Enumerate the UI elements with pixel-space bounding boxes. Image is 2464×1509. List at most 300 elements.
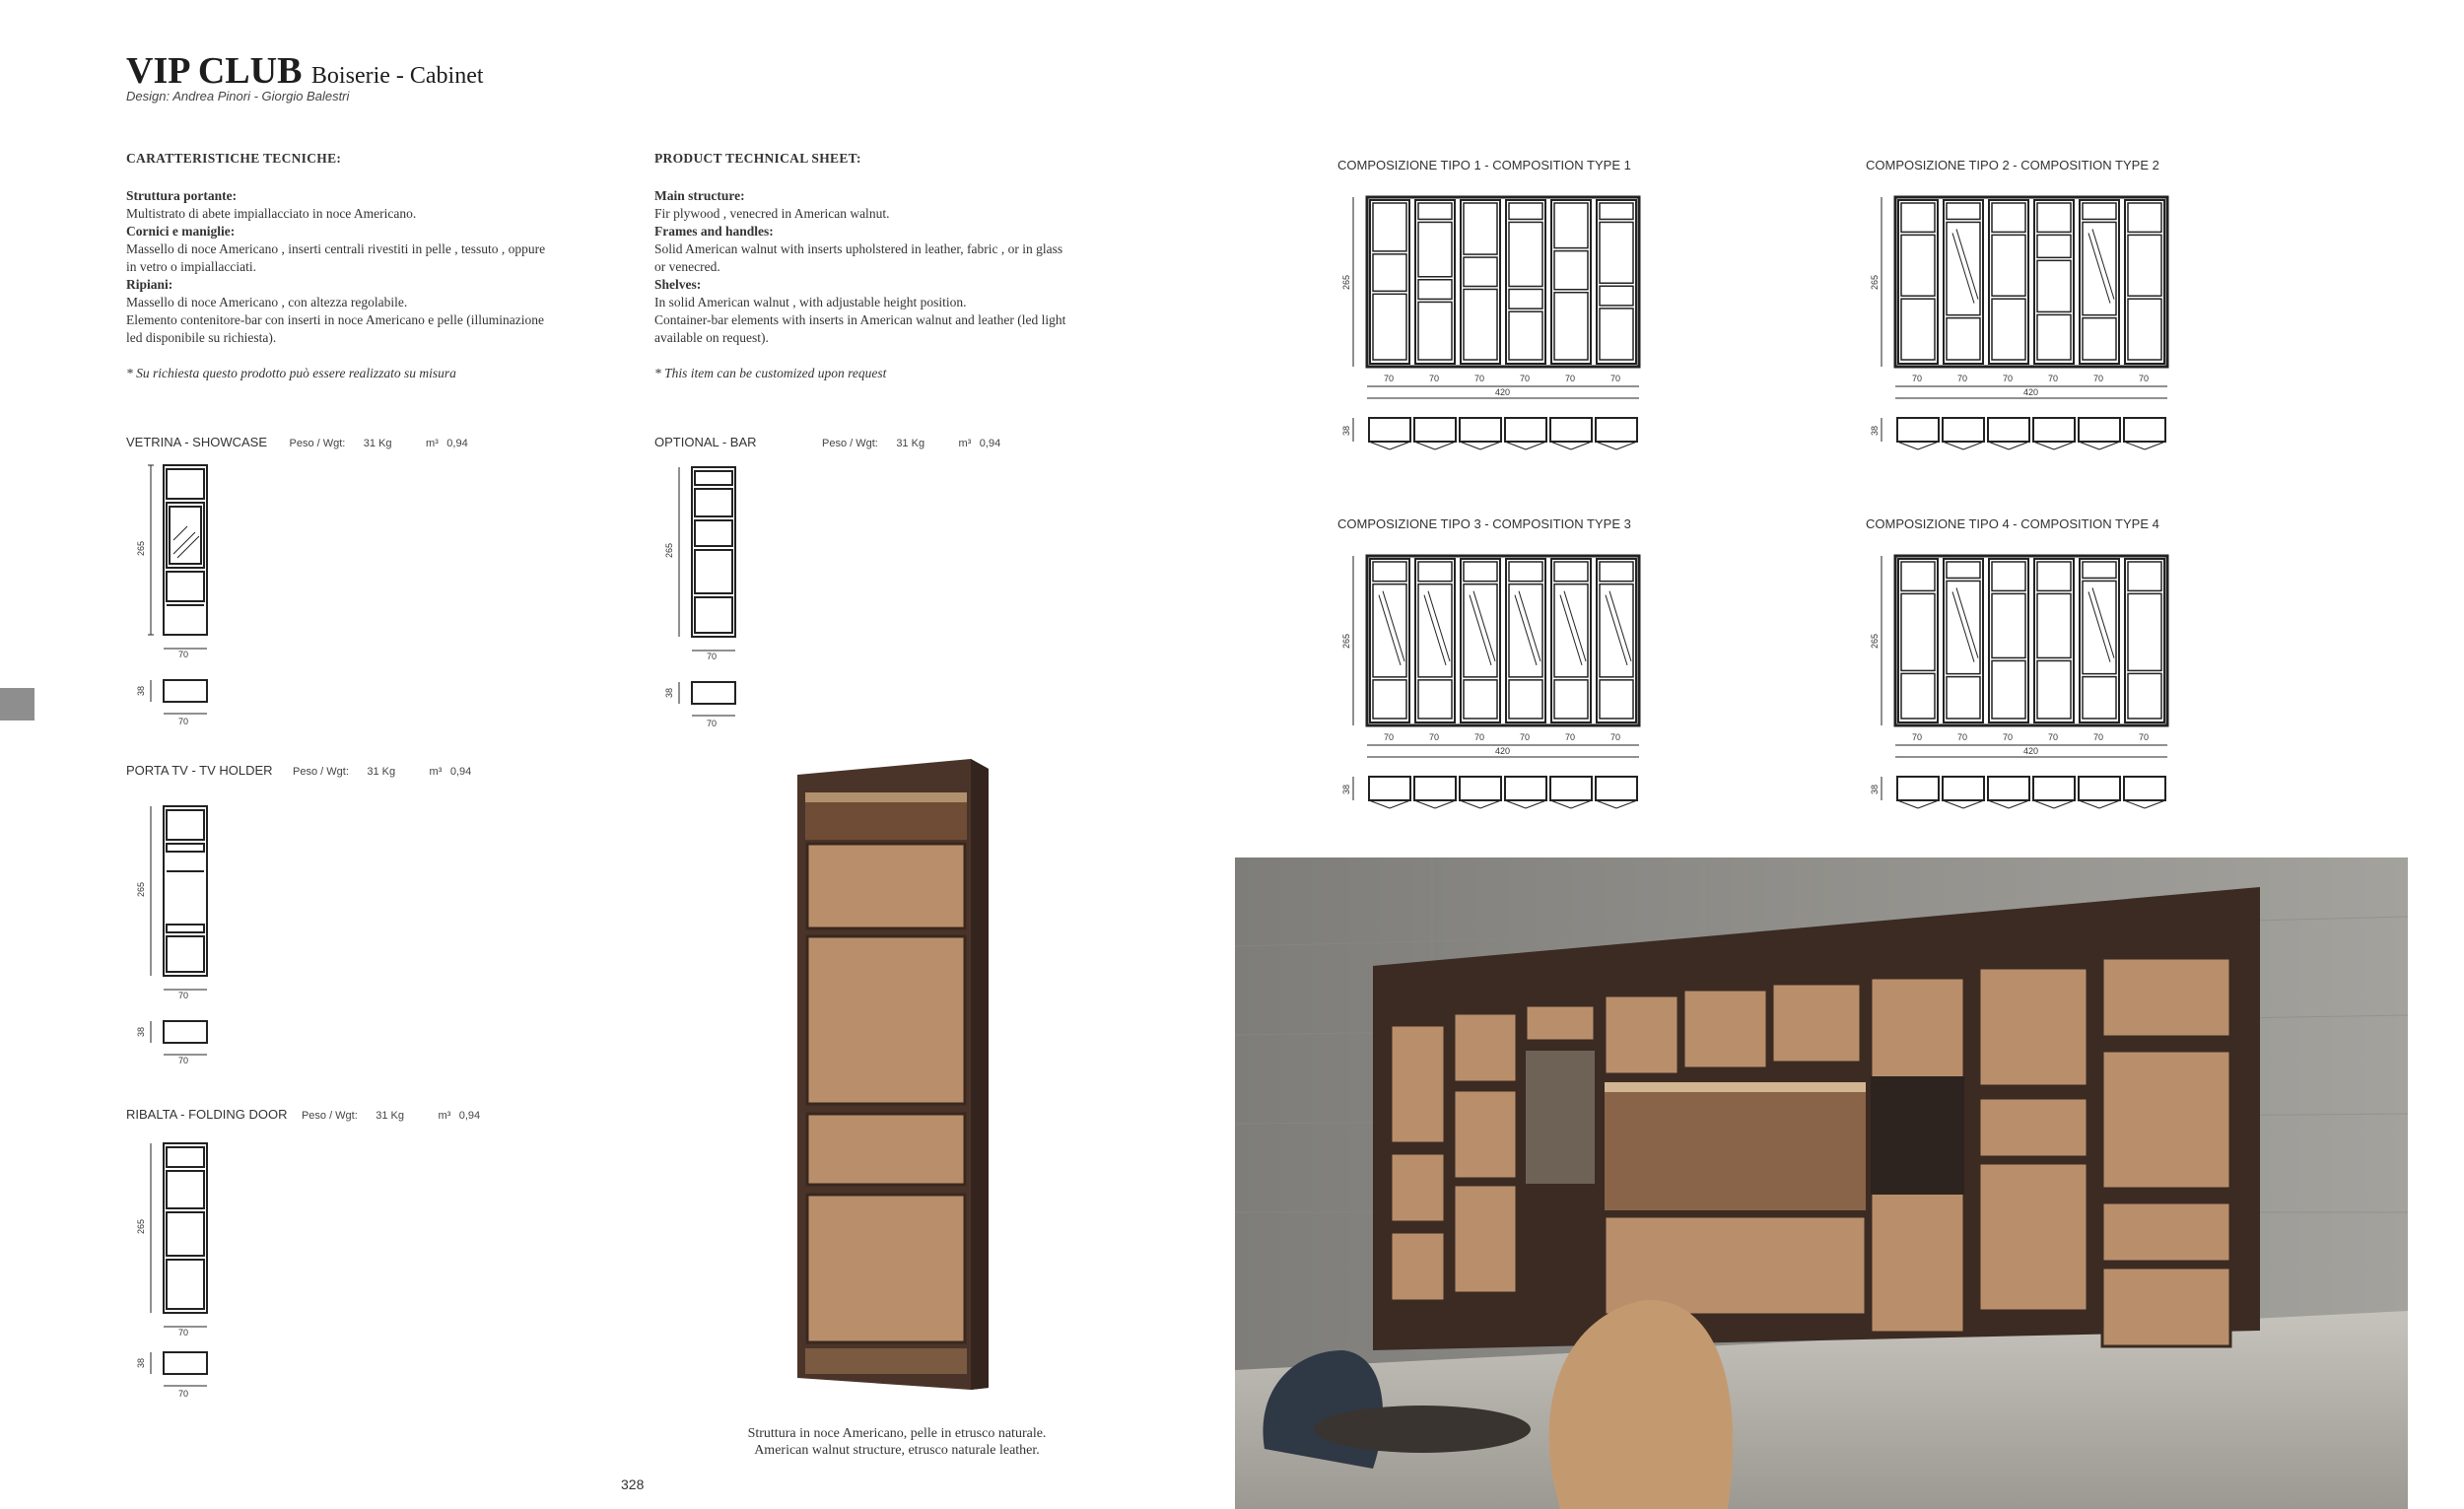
plan-module	[1988, 777, 2029, 800]
column-frame	[1415, 559, 1455, 722]
glass-mark	[1609, 591, 1631, 661]
height-dim: 265	[136, 540, 146, 556]
product-name: VIP CLUB	[126, 50, 303, 92]
door-panel	[1509, 562, 1542, 582]
door-swing	[1480, 800, 1501, 808]
door-swing	[1918, 800, 1939, 808]
glass-mark	[2088, 233, 2110, 303]
spec-text: or venecred.	[654, 259, 720, 274]
column-frame	[2034, 200, 2074, 364]
door-panel	[2037, 562, 2071, 590]
plan-module	[1988, 418, 2029, 442]
door-panel	[1373, 562, 1406, 582]
door-swing	[1943, 442, 1963, 449]
door-panel	[1418, 280, 1452, 300]
composition-outline	[1367, 556, 1639, 725]
glass-mark	[2088, 591, 2110, 661]
glass-mark	[1473, 591, 1495, 661]
column-frame	[1944, 559, 1983, 722]
column-frame	[1551, 200, 1591, 364]
door-panel	[2037, 203, 2071, 232]
door-panel	[2128, 593, 2161, 670]
door-panel	[1464, 680, 1497, 719]
spec-label: Cornici e maniglie:	[126, 224, 236, 239]
door-panel	[2128, 673, 2161, 719]
spec-text: available on request).	[654, 330, 769, 345]
door-swing	[1414, 442, 1435, 449]
composition-title: COMPOSIZIONE TIPO 4 - COMPOSITION TYPE 4	[1866, 516, 2159, 531]
glass-mark	[1560, 595, 1582, 665]
glass-mark	[2092, 587, 2114, 657]
unit-width-dim: 70	[2048, 732, 2059, 742]
spec-text: Multistrato di abete impiallacciato in noce Americano.	[126, 206, 417, 221]
door-panel	[2128, 562, 2161, 590]
weight-label: Peso / Wgt:	[822, 438, 878, 449]
height-dim: 265	[1870, 274, 1880, 290]
plan-module	[2033, 777, 2075, 800]
door-swing	[1390, 442, 1410, 449]
door-swing	[1435, 800, 1456, 808]
glass-mark	[2092, 229, 2114, 299]
column-frame	[2034, 559, 2074, 722]
door-panel	[1418, 222, 1452, 276]
spec-label: Struttura portante:	[126, 188, 238, 203]
spec-english	[654, 150, 1157, 382]
door-panel	[2037, 593, 2071, 657]
bar-drawing	[654, 455, 812, 731]
composition-outline	[1367, 197, 1639, 367]
door-swing	[1963, 800, 1984, 808]
unit-width-dim: 70	[1565, 732, 1576, 742]
glass-mark	[1606, 595, 1627, 665]
door-swing	[1505, 800, 1526, 808]
plan-module	[1505, 777, 1546, 800]
unit-width-dim: 70	[1610, 374, 1621, 383]
volume-value: 0,94	[979, 438, 1001, 449]
door-panel	[1600, 203, 1633, 219]
module-name: VETRINA - SHOWCASE	[126, 435, 268, 449]
caption-line: American walnut structure, etrusco naturale leather.	[754, 1443, 1040, 1458]
column-frame	[1989, 559, 2028, 722]
unit-width-dim: 70	[1474, 374, 1485, 383]
module-header-showcase	[126, 434, 468, 451]
column-frame	[1461, 559, 1500, 722]
glass-mark	[1564, 591, 1586, 661]
door-swing	[2099, 442, 2120, 449]
unit-width-dim: 70	[2139, 374, 2150, 383]
spec-label: Frames and handles:	[654, 224, 774, 239]
spec-text: Massello di noce Americano , inserti centrali rivestiti in pelle , tessuto , oppure	[126, 241, 546, 256]
plan-module	[1943, 418, 1984, 442]
unit-width-dim: 70	[1520, 732, 1531, 742]
total-width-dim: 420	[1495, 746, 1511, 756]
door-panel	[1464, 203, 1497, 254]
door-panel	[1418, 562, 1452, 582]
width-dim: 70	[178, 717, 189, 726]
column-frame	[1370, 559, 1409, 722]
door-panel	[1600, 562, 1633, 582]
glass-mark	[1379, 595, 1401, 665]
door-panel	[1600, 222, 1633, 283]
width-dim: 70	[707, 719, 718, 728]
composition-4-drawing	[1866, 546, 2191, 812]
tv-holder-drawing	[126, 789, 284, 1064]
door-swing	[2009, 442, 2029, 449]
column-frame	[1415, 200, 1455, 364]
unit-width-dim: 70	[1429, 374, 1440, 383]
door-panel	[1947, 677, 1980, 719]
glass-mark	[1956, 229, 1978, 299]
door-panel	[2037, 660, 2071, 719]
door-swing	[1550, 442, 1571, 449]
volume-label: m³	[438, 1110, 451, 1122]
glass-mark	[1470, 595, 1491, 665]
door-swing	[1369, 800, 1390, 808]
door-panel	[1992, 235, 2025, 296]
column-frame	[1370, 200, 1409, 364]
plan-module	[2033, 418, 2075, 442]
weight-value: 31 Kg	[376, 1110, 404, 1122]
composition-3-drawing	[1337, 546, 1663, 812]
plan-module	[1460, 418, 1501, 442]
door-swing	[1988, 442, 2009, 449]
depth-dim: 38	[136, 1357, 146, 1368]
interior-photo	[1235, 857, 2408, 1509]
door-panel	[1992, 562, 2025, 590]
door-swing	[1616, 442, 1637, 449]
door-panel	[1509, 311, 1542, 360]
door-panel	[1554, 251, 1588, 290]
spec-note: * This item can be customized upon request	[654, 366, 887, 380]
glass-mark	[1956, 587, 1978, 657]
door-panel	[1373, 680, 1406, 719]
volume-label: m³	[426, 438, 439, 449]
spec-label: Shelves:	[654, 277, 702, 292]
depth-dim: 38	[1870, 425, 1880, 436]
door-panel	[1947, 562, 1980, 578]
plan-module	[2079, 418, 2120, 442]
door-swing	[2054, 442, 2075, 449]
door-panel	[1901, 235, 1935, 296]
door-swing	[2145, 442, 2165, 449]
volume-value: 0,94	[449, 766, 472, 778]
module-name: OPTIONAL - BAR	[654, 435, 757, 449]
glass-mark	[1952, 233, 1974, 303]
height-dim: 265	[136, 1218, 146, 1234]
unit-width-dim: 70	[1474, 732, 1485, 742]
module-header-tv-holder	[126, 762, 471, 780]
plan-module	[1369, 777, 1410, 800]
door-swing	[1505, 442, 1526, 449]
spec-text: In solid American walnut , with adjustable height position.	[654, 295, 967, 309]
door-swing	[1897, 800, 1918, 808]
plan-module	[2124, 418, 2165, 442]
module-name: PORTA TV - TV HOLDER	[126, 763, 273, 778]
unit-width-dim: 70	[1429, 732, 1440, 742]
width-dim: 70	[178, 1056, 189, 1064]
door-swing	[1460, 442, 1480, 449]
door-swing	[1616, 800, 1637, 808]
unit-width-dim: 70	[1384, 374, 1395, 383]
width-dim: 70	[178, 991, 189, 1000]
door-swing	[1414, 800, 1435, 808]
composition-title: COMPOSIZIONE TIPO 3 - COMPOSITION TYPE 3	[1337, 516, 1631, 531]
column-frame	[1989, 200, 2028, 364]
plan-module	[1943, 777, 1984, 800]
designer-credit: Design: Andrea Pinori - Giorgio Balestri	[126, 89, 350, 103]
spec-italian	[126, 150, 629, 382]
plan-module	[2079, 777, 2120, 800]
door-panel	[1992, 203, 2025, 232]
door-panel	[1600, 309, 1633, 360]
door-panel	[1901, 593, 1935, 670]
door-swing	[1435, 442, 1456, 449]
door-panel	[1464, 257, 1497, 286]
door-panel	[2128, 299, 2161, 360]
door-swing	[2145, 800, 2165, 808]
module-header-bar	[654, 434, 1000, 451]
door-panel	[2083, 318, 2116, 360]
volume-label: m³	[958, 438, 972, 449]
door-swing	[1369, 442, 1390, 449]
column-frame	[1461, 200, 1500, 364]
door-panel	[1992, 299, 2025, 360]
depth-dim: 38	[664, 687, 674, 698]
spec-heading: CARATTERISTICHE TECNICHE:	[126, 151, 342, 166]
door-swing	[1460, 800, 1480, 808]
column-frame	[1506, 200, 1545, 364]
module-header-folding-door	[126, 1106, 480, 1124]
spec-text: Massello di noce Americano , con altezza regolabile.	[126, 295, 408, 309]
unit-width-dim: 70	[2003, 374, 2014, 383]
unit-width-dim: 70	[2093, 732, 2104, 742]
height-dim: 265	[1870, 633, 1880, 649]
glass-mark	[1428, 591, 1450, 661]
weight-value: 31 Kg	[363, 438, 392, 449]
door-swing	[1988, 800, 2009, 808]
door-swing	[1918, 442, 1939, 449]
plan-module	[1550, 418, 1592, 442]
column-frame	[1898, 200, 1938, 364]
unit-width-dim: 70	[1957, 732, 1968, 742]
door-swing	[2054, 800, 2075, 808]
door-swing	[2099, 800, 2120, 808]
door-panel	[1373, 294, 1406, 360]
depth-dim: 38	[136, 1026, 146, 1037]
door-swing	[1596, 800, 1616, 808]
door-swing	[2009, 800, 2029, 808]
door-panel	[2037, 260, 2071, 311]
height-dim: 265	[1341, 633, 1351, 649]
folding-door-drawing	[126, 1132, 284, 1407]
plan-module	[1460, 777, 1501, 800]
weight-value: 31 Kg	[367, 766, 396, 778]
door-swing	[1571, 800, 1592, 808]
glass-mark	[1519, 591, 1540, 661]
unit-width-dim: 70	[1384, 732, 1395, 742]
weight-label: Peso / Wgt:	[293, 766, 349, 778]
height-dim: 265	[664, 542, 674, 558]
column-frame	[1551, 559, 1591, 722]
spec-text: Container-bar elements with inserts in American walnut and leather (led light	[654, 312, 1066, 327]
door-panel	[1992, 660, 2025, 719]
height-dim: 265	[1341, 274, 1351, 290]
cabinet-photo	[793, 757, 991, 1393]
column-frame	[1506, 559, 1545, 722]
unit-width-dim: 70	[1610, 732, 1621, 742]
door-panel	[2037, 235, 2071, 257]
door-panel	[2128, 203, 2161, 232]
column-frame	[2080, 559, 2119, 722]
spec-text: Fir plywood , venecred in American walnut.	[654, 206, 890, 221]
column-frame	[2125, 200, 2164, 364]
total-width-dim: 420	[2023, 387, 2039, 397]
door-swing	[1550, 800, 1571, 808]
door-panel	[1901, 203, 1935, 232]
spec-note: * Su richiesta questo prodotto può essere realizzato su misura	[126, 366, 456, 380]
door-panel	[1947, 318, 1980, 360]
door-panel	[1901, 299, 1935, 360]
glass-mark	[1424, 595, 1446, 665]
door-panel	[1554, 293, 1588, 360]
composition-title: COMPOSIZIONE TIPO 2 - COMPOSITION TYPE 2	[1866, 158, 2159, 172]
depth-dim: 38	[1341, 425, 1351, 436]
door-panel	[1554, 680, 1588, 719]
volume-value: 0,94	[458, 1110, 481, 1122]
weight-label: Peso / Wgt:	[289, 438, 346, 449]
volume-value: 0,94	[446, 438, 468, 449]
unit-width-dim: 70	[1957, 374, 1968, 383]
composition-2-drawing	[1866, 187, 2191, 453]
spec-text: Solid American walnut with inserts upholstered in leather, fabric , or in glass	[654, 241, 1063, 256]
door-swing	[2124, 442, 2145, 449]
door-panel	[1509, 203, 1542, 219]
caption-line: Struttura in noce Americano, pelle in etrusco naturale.	[747, 1426, 1047, 1441]
door-panel	[1554, 203, 1588, 248]
composition-outline	[1895, 197, 2167, 367]
spec-label: Main structure:	[654, 188, 745, 203]
door-swing	[1963, 442, 1984, 449]
unit-width-dim: 70	[2139, 732, 2150, 742]
door-swing	[1596, 442, 1616, 449]
depth-dim: 38	[1341, 784, 1351, 794]
plan-module	[1369, 418, 1410, 442]
door-panel	[1464, 289, 1497, 360]
unit-width-dim: 70	[1565, 374, 1576, 383]
unit-width-dim: 70	[2048, 374, 2059, 383]
plan-module	[2124, 777, 2165, 800]
door-panel	[2128, 235, 2161, 296]
showcase-drawing	[126, 455, 284, 731]
spec-label: Ripiani:	[126, 277, 173, 292]
spec-text: Elemento contenitore-bar con inserti in noce Americano e pelle (illuminazione	[126, 312, 544, 327]
total-width-dim: 420	[2023, 746, 2039, 756]
door-swing	[2033, 442, 2054, 449]
door-swing	[2079, 800, 2099, 808]
column-frame	[2080, 200, 2119, 364]
weight-label: Peso / Wgt:	[301, 1110, 358, 1122]
glass-mark	[1952, 591, 1974, 661]
door-panel	[2037, 314, 2071, 360]
plan-module	[1505, 418, 1546, 442]
unit-width-dim: 70	[2093, 374, 2104, 383]
door-panel	[1373, 203, 1406, 251]
door-swing	[1943, 800, 1963, 808]
plan-module	[1596, 777, 1637, 800]
glass-mark	[1383, 591, 1404, 661]
column-frame	[1898, 559, 1938, 722]
total-width-dim: 420	[1495, 387, 1511, 397]
door-panel	[2083, 203, 2116, 219]
plan-module	[1897, 777, 1939, 800]
module-name: RIBALTA - FOLDING DOOR	[126, 1107, 288, 1122]
column-frame	[1944, 200, 1983, 364]
depth-dim: 38	[1870, 784, 1880, 794]
composition-title: COMPOSIZIONE TIPO 1 - COMPOSITION TYPE 1	[1337, 158, 1631, 172]
door-panel	[2083, 562, 2116, 578]
door-panel	[1992, 593, 2025, 657]
width-dim: 70	[178, 650, 189, 659]
spec-text: led disponibile su richiesta).	[126, 330, 277, 345]
weight-value: 31 Kg	[896, 438, 925, 449]
door-panel	[1464, 562, 1497, 582]
door-swing	[1526, 442, 1546, 449]
door-swing	[2079, 442, 2099, 449]
composition-1-drawing	[1337, 187, 1663, 453]
section-tab	[0, 688, 34, 720]
plan-module	[1596, 418, 1637, 442]
door-panel	[1373, 254, 1406, 292]
door-panel	[1418, 302, 1452, 360]
spec-text: in vetro o impiallacciati.	[126, 259, 256, 274]
door-panel	[1554, 562, 1588, 582]
door-swing	[1480, 442, 1501, 449]
height-dim: 265	[136, 881, 146, 897]
door-panel	[1418, 203, 1452, 219]
width-dim: 70	[178, 1328, 189, 1338]
door-panel	[1600, 286, 1633, 306]
door-panel	[1901, 673, 1935, 719]
page-number: 328	[621, 1476, 645, 1492]
door-swing	[1526, 800, 1546, 808]
door-panel	[1509, 289, 1542, 309]
door-panel	[1418, 680, 1452, 719]
door-swing	[1897, 442, 1918, 449]
column-frame	[2125, 559, 2164, 722]
plan-module	[1414, 777, 1456, 800]
unit-width-dim: 70	[2003, 732, 2014, 742]
depth-dim: 38	[136, 685, 146, 696]
column-frame	[1597, 559, 1636, 722]
plan-module	[1414, 418, 1456, 442]
unit-width-dim: 70	[1912, 732, 1923, 742]
glass-mark	[1515, 595, 1537, 665]
volume-label: m³	[429, 766, 443, 778]
plan-module	[1550, 777, 1592, 800]
door-panel	[1947, 203, 1980, 219]
width-dim: 70	[707, 652, 718, 661]
column-frame	[1597, 200, 1636, 364]
photo-caption	[680, 1425, 1114, 1459]
door-panel	[1509, 222, 1542, 286]
door-swing	[1571, 442, 1592, 449]
width-dim: 70	[178, 1389, 189, 1399]
spec-heading: PRODUCT TECHNICAL SHEET:	[654, 151, 861, 166]
door-panel	[1509, 680, 1542, 719]
door-swing	[1390, 800, 1410, 808]
door-swing	[2033, 800, 2054, 808]
door-panel	[2083, 677, 2116, 719]
